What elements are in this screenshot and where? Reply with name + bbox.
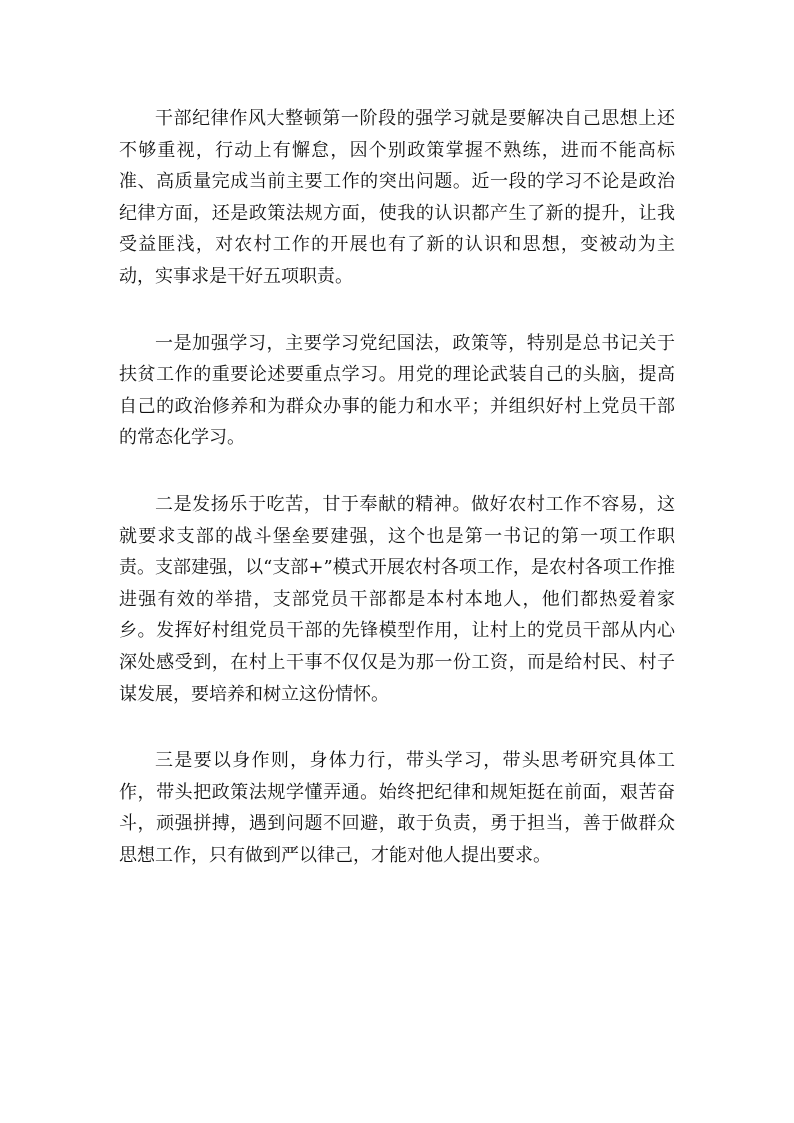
paragraph-point-three: 三是要以身作则，身体力行，带头学习，带头思考研究具体工作，带头把政策法规学懂弄通。始终把纪律和规矩挺在前面，艰苦奋斗，顽强拼搏，遇到问题不回避，敢于负责，勇于担当，善于做群众思想工作，只有做到严以律己，才能对他人提出要求。 bbox=[119, 750, 675, 866]
document-body bbox=[119, 103, 675, 871]
paragraph-intro: 干部纪律作风大整顿第一阶段的强学习就是要解决自己思想上还不够重视，行动上有懈怠，因个别政策掌握不熟练，进而不能高标准、高质量完成当前主要工作的突出问题。近一段的学习不论是政治纪律方面，还是政策法规方面，使我的认识都产生了新的提升，让我受益匪浅，对农村工作的开展也有了新的认识和思想，变被动为主动，实事求是干好五项职责。 bbox=[119, 108, 675, 287]
paragraph-point-two: 二是发扬乐于吃苦，甘于奉献的精神。做好农村工作不容易，这就要求支部的战斗堡垒要建强，这个也是第一书记的第一项工作职责。支部建强，以“支部+”模式开展农村各项工作，是农村各项工作推进强有效的举措，支部党员干部都是本村本地人，他们都热爱着家乡。发挥好村组党员干部的先锋模型作用，让村上的党员干部从内心深处感受到，在村上干事不仅仅是为那一份工资，而是给村民、村子谋发展，要培养和树立这份情怀。 bbox=[119, 493, 675, 705]
paragraph-point-one: 一是加强学习，主要学习党纪国法，政策等，特别是总书记关于扶贫工作的重要论述要重点学习。用党的理论武装自己的头脑，提高自己的政治修养和为群众办事的能力和水平；并组织好村上党员干部的常态化学习。 bbox=[119, 332, 675, 449]
